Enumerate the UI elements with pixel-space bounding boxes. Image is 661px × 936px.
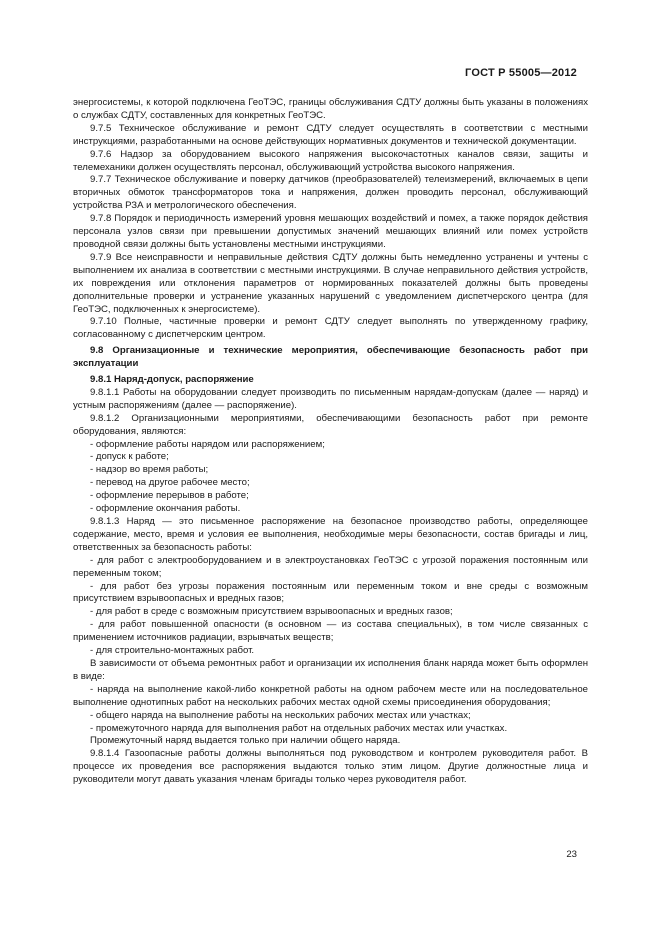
list-item: - оформление работы нарядом или распоряжением; [90,438,325,450]
list-item: - оформление окончания работы. [90,503,241,515]
list-item: - для работ с электрооборудованием и в электроустановках ГеоТЭС с угрозой поражения постоянным или переменным током; [73,554,588,579]
paragraph: 9.7.8 Порядок и периодичность измерений уровня мешающих воздействий и помех, а также порядок действия персонала узлов связи при превышении допустимых значений мешающих влияний или помех устройств проводной связи должны быть установлены местными инструкциями. [73,213,588,250]
paragraph: 9.8.1.2 Организационными мероприятиями, обеспечивающими безопасность работ при ремонте оборудования, являются: [73,412,588,437]
paragraph: 9.7.9 Все неисправности и неправильные действия СДТУ должны быть немедленно устранены и учтены с выполнением их анализа в соответствии с местными инструкциями. В случае неправильного действия устройств, их повреждения или отклонения параметров от нормированных показателей должны быть проведены дополнительные проверки и устранение указанных нарушений с уведомлением диспетчерского центра (для ГеоТЭС, подключенных к энергосистеме). [73,251,588,315]
list-item: - для работ в среде с возможным присутствием взрывоопасных и вредных газов; [90,606,453,618]
list-item: - промежуточного наряда для выполнения работ на отдельных рабочих местах или участках. [90,722,508,734]
paragraph: 9.8.1.4 Газоопасные работы должны выполняться под руководством и контролем руководителя работ. В процессе их проведения все распоряжения выдаются только этим лицом. Другие должностные лица и руководители могут давать указания членам бригады только через руководителя работ. [73,748,588,786]
list-item: - перевод на другое рабочее место; [90,477,250,489]
paragraph: В зависимости от объема ремонтных работ и организации их исполнения бланк наряда может быть оформлен в виде: [73,657,588,682]
list-item: - надзор во время работы; [90,464,209,476]
list-item: - для работ без угрозы поражения постоянным или переменным током и вне среды с возможным присутствием взрывоопасных и вредных газов; [73,580,588,605]
paragraph: 9.7.7 Техническое обслуживание и поверку датчиков (преобразователей) телеизмерений, включаемых в цепи вторичных обмоток трансформаторов тока и напряжения, должен проводить персонал, обслуживающий устройства РЗА и метрологического обеспечения. [73,174,588,212]
paragraph: 9.7.6 Надзор за оборудованием высокого напряжения высокочастотных каналов связи, защиты и телемеханики должен осуществлять персонал, обслуживающий устройства высокого напряжения. [73,148,588,173]
paragraph: 9.8.1.1 Работы на оборудовании следует производить по письменным нарядам-допускам (далее — наряд) и устным распоряжениям (далее — распоряжение). [73,386,588,411]
list-item: - допуск к работе; [90,451,169,463]
paragraph: 9.7.5 Техническое обслуживание и ремонт СДТУ следует осуществлять в соответствии с местными инструкциями, разработанными на основе действующих нормативных документов и технической документации. [73,122,588,147]
list-item: - общего наряда на выполнение работы на нескольких рабочих местах или участках; [90,709,471,721]
list-item: - для строительно-монтажных работ. [90,645,255,657]
section-heading: 9.8 Организационные и технические мероприятия, обеспечивающие безопасность работ при эксплуатации [73,345,588,370]
paragraph: 9.8.1.3 Наряд — это письменное распоряжение на безопасное производство работы, определяющее содержание, место, время и условия ее выполнения, необходимые меры безопасности, состав бригады и лиц, ответственных за безопасность работы: [73,516,588,553]
list-item: - оформление перерывов в работе; [90,490,249,502]
paragraph: 9.7.10 Полные, частичные проверки и ремонт СДТУ следует выполнять по утвержденному графику, согласованному с диспетчерским центром. [73,316,588,341]
list-item: - для работ повышенной опасности (в основном — из состава специальных), в том числе связанных с применением источников радиации, взрывчатых веществ; [73,619,588,644]
subsection-heading: 9.8.1 Наряд-допуск, распоряжение [90,374,254,386]
page-number: 23 [566,849,577,860]
document-body [73,97,588,787]
document-code: ГОСТ Р 55005—2012 [465,67,577,79]
paragraph: Промежуточный наряд выдается только при наличии общего наряда. [90,735,401,747]
list-item: - наряда на выполнение какой-либо конкретной работы на одном рабочем месте или на последовательное выполнение однотипных работ на нескольких рабочих местах одной схемы присоединения оборудования; [73,683,588,708]
paragraph: энергосистемы, к которой подключена ГеоТЭС, границы обслуживания СДТУ должны быть указаны в положениях о службах СДТУ, составленных для конкретных ГеоТЭС. [73,97,588,121]
